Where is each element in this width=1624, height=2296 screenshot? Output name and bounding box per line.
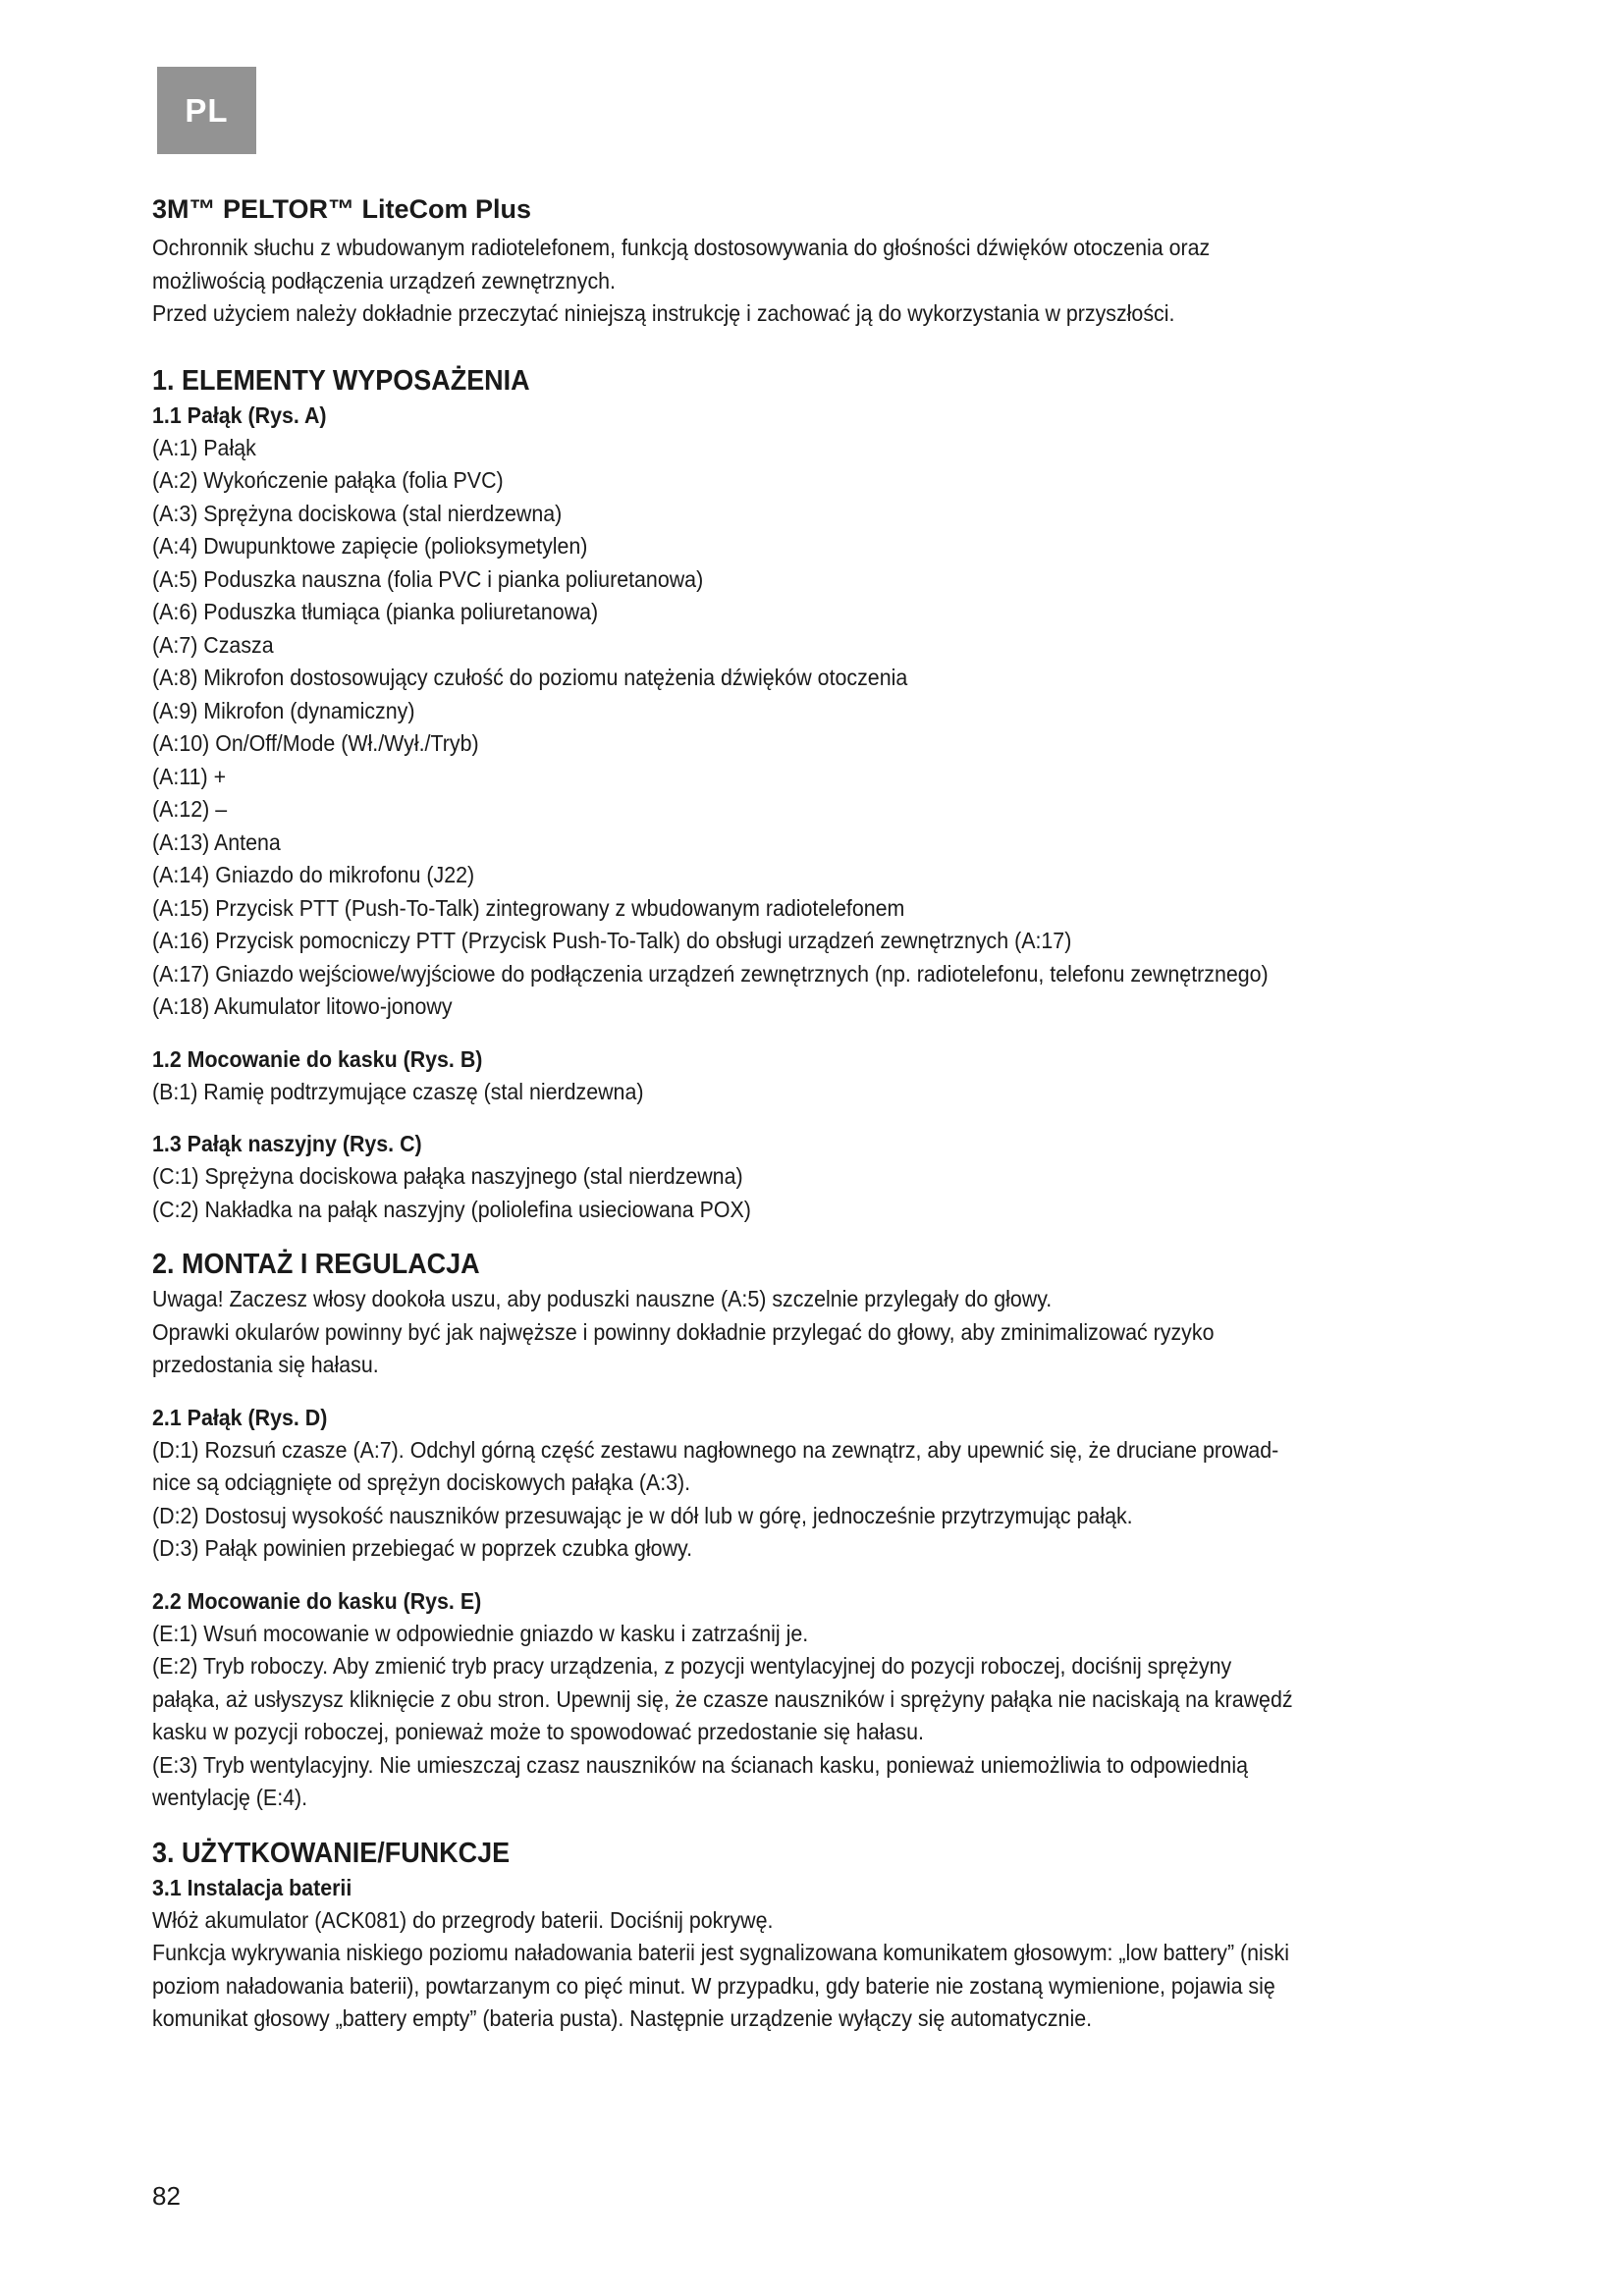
paragraph-line: przedostania się hałasu. <box>152 1352 379 1377</box>
paragraph-line: (E:1) Wsuń mocowanie w odpowiednie gniazdo w kasku i zatrzaśnij je. <box>152 1620 809 1646</box>
list-item: (A:18) Akumulator litowo-jonowy <box>152 993 453 1019</box>
list-item: (A:5) Poduszka nauszna (folia PVC i pianka poliuretanowa) <box>152 565 704 592</box>
list-item: (A:2) Wykończenie pałąka (folia PVC) <box>152 467 504 493</box>
section-2-heading: 2. MONTAŻ I REGULACJA <box>152 1249 480 1280</box>
paragraph-line: (E:2) Tryb roboczy. Aby zmienić tryb pracy urządzenia, z pozycji wentylacyjnej do pozycji roboczej, dociśnij sprężyny <box>152 1653 1232 1679</box>
page-number: 82 <box>152 2181 181 2211</box>
paragraph-line: pałąka, aż usłyszysz kliknięcie z obu stron. Upewnij się, że czasze nauszników i sprężyny pałąka nie naciskają na krawędź <box>152 1685 1293 1712</box>
list-item: (A:7) Czasza <box>152 631 274 658</box>
neckband-parts-list <box>152 1160 1389 1226</box>
list-item: (A:14) Gniazdo do mikrofonu (J22) <box>152 862 475 887</box>
paragraph-line: Uwaga! Zaczesz włosy dookoła uszu, aby poduszki nauszne (A:5) szczelnie przylegały do głowy. <box>152 1286 1053 1311</box>
intro-line: możliwością podłączenia urządzeń zewnętrznych. <box>152 267 617 294</box>
list-item: (A:16) Przycisk pomocniczy PTT (Przycisk Push-To-Talk) do obsługi urządzeń zewnętrznych (A:17) <box>152 928 1072 953</box>
list-item: (C:2) Nakładka na pałąk naszyjny (poliolefina usieciowana POX) <box>152 1196 751 1222</box>
helmet-mount-parts-list <box>152 1076 1389 1109</box>
list-item: (A:10) On/Off/Mode (Wł./Wył./Tryb) <box>152 730 479 756</box>
paragraph-line: (D:1) Rozsuń czasze (A:7). Odchyl górną część zestawu nagłownego na zewnątrz, aby upewnić się, że druciane prowad- <box>152 1436 1279 1463</box>
list-item: (C:1) Sprężyna dociskowa pałąka naszyjnego (stal nierdzewna) <box>152 1163 743 1189</box>
language-badge: PL <box>157 67 256 154</box>
list-item: (A:4) Dwupunktowe zapięcie (polioksymetylen) <box>152 533 588 559</box>
paragraph-line: nice są odciągnięte od sprężyn dociskowych pałąka (A:3). <box>152 1469 691 1495</box>
list-item: (A:13) Antena <box>152 828 281 855</box>
section-3-1-heading: 3.1 Instalacja baterii <box>152 1874 352 1900</box>
list-item: (B:1) Ramię podtrzymujące czaszę (stal nierdzewna) <box>152 1078 644 1104</box>
list-item: (A:11) + <box>152 763 227 789</box>
paragraph-line: poziom naładowania baterii), powtarzanym co pięć minut. W przypadku, gdy baterie nie zostaną wymienione, pojawia się <box>152 1972 1275 1999</box>
list-item: (A:15) Przycisk PTT (Push-To-Talk) zintegrowany z wbudowanym radiotelefonem <box>152 894 905 921</box>
intro-line: Przed użyciem należy dokładnie przeczytać niniejszą instrukcję i zachować ją do wykorzystania w przyszłości. <box>152 300 1175 326</box>
paragraph-line: komunikat głosowy „battery empty” (bateria pusta). Następnie urządzenie wyłączy się automatycznie. <box>152 2005 1093 2031</box>
section-1-heading: 1. ELEMENTY WYPOSAŻENIA <box>152 364 530 397</box>
paragraph-line: wentylację (E:4). <box>152 1785 308 1810</box>
list-item: (A:9) Mikrofon (dynamiczny) <box>152 697 415 723</box>
paragraph-line: Oprawki okularów powinny być jak najwęższe i powinny dokładnie przylegać do głowy, aby zminimalizować ryzyko <box>152 1318 1215 1345</box>
section-2-2-heading: 2.2 Mocowanie do kasku (Rys. E) <box>152 1587 482 1614</box>
list-item: (A:6) Poduszka tłumiąca (pianka poliuretanowa) <box>152 599 599 624</box>
section-3-heading: 3. UŻYTKOWANIE/FUNKCJE <box>152 1837 511 1869</box>
section-1-1-heading: 1.1 Pałąk (Rys. A) <box>152 401 327 428</box>
section-1-3-heading: 1.3 Pałąk naszyjny (Rys. C) <box>152 1131 422 1156</box>
paragraph-line: kasku w pozycji roboczej, ponieważ może to spowodować przedostanie się hałasu. <box>152 1719 924 1744</box>
list-item: (A:1) Pałąk <box>152 434 256 460</box>
list-item: (A:12) – <box>152 796 228 822</box>
document-body <box>152 190 1389 2036</box>
paragraph-line: Funkcja wykrywania niskiego poziomu naładowania baterii jest sygnalizowana komunikatem głosowym: „low battery” (niski <box>152 1940 1289 1965</box>
section-1-2-heading: 1.2 Mocowanie do kasku (Rys. B) <box>152 1045 483 1072</box>
list-item: (A:17) Gniazdo wejściowe/wyjściowe do podłączenia urządzeń zewnętrznych (np. radiotelefonu, telefonu zewnętrznego) <box>152 960 1269 987</box>
intro-line: Ochronnik słuchu z wbudowanym radiotelefonem, funkcją dostosowywania do głośności dźwięków otoczenia oraz <box>152 235 1211 260</box>
document-title: 3M™ PELTOR™ LiteCom Plus <box>152 194 532 224</box>
headband-parts-list <box>152 432 1389 1024</box>
section-2-1-heading: 2.1 Pałąk (Rys. D) <box>152 1404 328 1430</box>
list-item: (A:3) Sprężyna dociskowa (stal nierdzewna) <box>152 500 563 526</box>
paragraph-line: (D:3) Pałąk powinien przebiegać w poprzek czubka głowy. <box>152 1535 693 1561</box>
paragraph-line: (E:3) Tryb wentylacyjny. Nie umieszczaj czasz nauszników na ścianach kasku, ponieważ uniemożliwia to odpowiednią <box>152 1751 1248 1778</box>
paragraph-line: Włóż akumulator (ACK081) do przegrody baterii. Dociśnij pokrywę. <box>152 1906 774 1933</box>
list-item: (A:8) Mikrofon dostosowujący czułość do poziomu natężenia dźwięków otoczenia <box>152 665 908 690</box>
paragraph-line: (D:2) Dostosuj wysokość nauszników przesuwając je w dół lub w górę, jednocześnie przytrzymując pałąk. <box>152 1502 1133 1528</box>
